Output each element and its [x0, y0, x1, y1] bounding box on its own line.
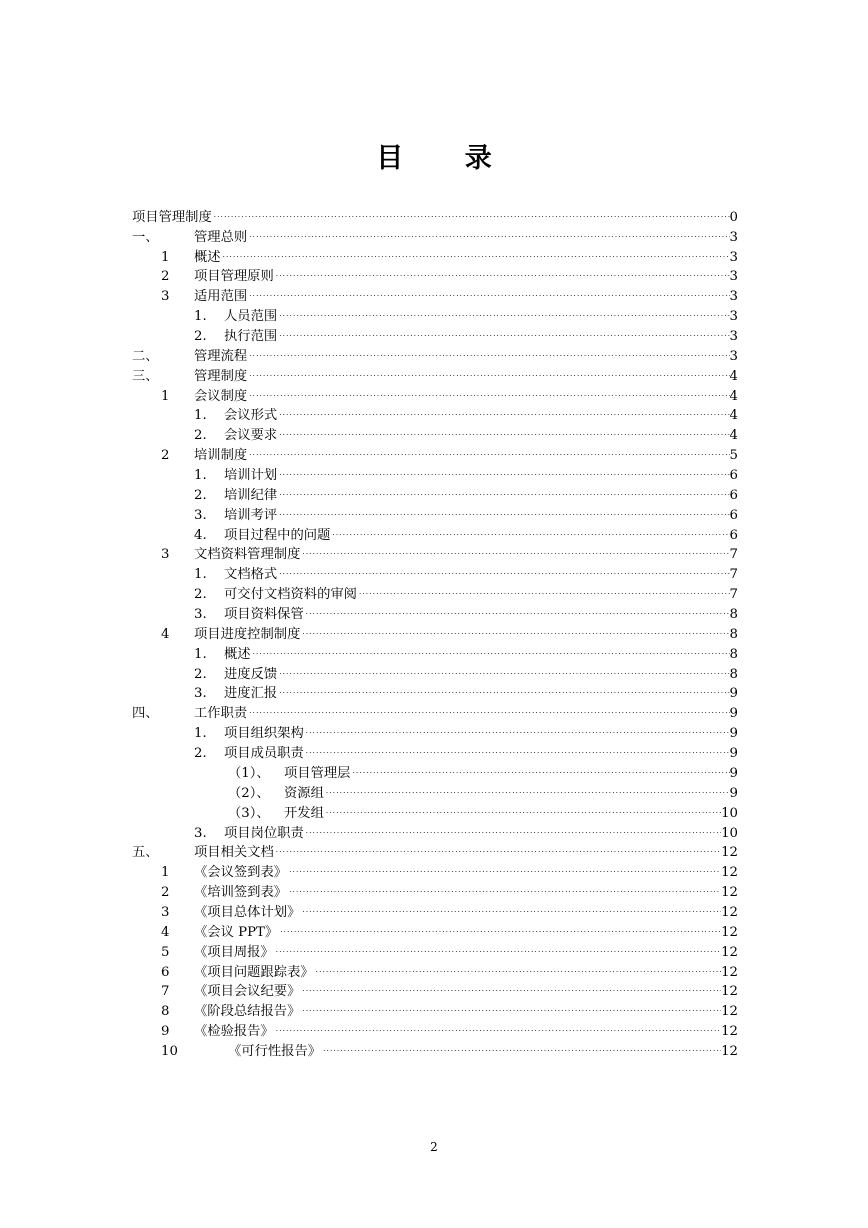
toc-leader-dots [278, 916, 721, 936]
toc-entry[interactable] [132, 598, 738, 623]
toc-entry-number: 2 [161, 269, 170, 285]
toc-entry[interactable] [132, 360, 738, 384]
toc-entry[interactable] [132, 658, 738, 682]
toc-entry-title: 《检验报告》 [194, 1024, 274, 1040]
toc-entry-title: 适用范围 [194, 289, 248, 305]
toc-entry-number: 三、 [132, 368, 159, 384]
toc-entry-number: 1 [161, 388, 170, 404]
toc-entry-title: 培训考评 [224, 507, 278, 523]
toc-entry-number: 3. [194, 686, 207, 702]
toc-entry-page: 6 [729, 527, 738, 543]
toc-leader-dots [247, 360, 729, 380]
toc-entry-page: 4 [729, 388, 738, 404]
toc-leader-dots [247, 280, 729, 300]
toc-entry-number: 1. [194, 646, 207, 662]
toc-entry[interactable] [132, 558, 738, 583]
toc-entry-title: 项目进度控制制度 [194, 626, 301, 642]
toc-entry-title: 项目资料保管 [224, 607, 304, 623]
toc-entry[interactable] [132, 241, 738, 265]
toc-entry-number: 1 [161, 865, 170, 881]
toc-entry-title: 培训纪律 [224, 487, 278, 503]
toc-entry[interactable] [132, 340, 738, 364]
toc-entry-page: 6 [729, 507, 738, 523]
toc-entry-page: 3 [729, 269, 738, 285]
toc-entry-number: 四、 [132, 706, 159, 722]
toc-entry[interactable] [132, 618, 738, 642]
toc-entry[interactable] [132, 380, 738, 404]
toc-leader-dots [212, 201, 730, 221]
toc-leader-dots [274, 936, 721, 956]
toc-entry-title: 项目成员职责 [224, 746, 304, 762]
toc-entry[interactable] [132, 578, 738, 603]
toc-entry-number: 3. [194, 507, 207, 523]
toc-leader-dots [330, 519, 729, 539]
toc-entry-title: 培训制度 [194, 448, 248, 464]
toc-entry-number: 3. [194, 825, 207, 841]
toc-entry-title: 项目管理原则 [194, 269, 274, 285]
toc-leader-dots [251, 638, 730, 658]
toc-entry-page: 12 [721, 865, 738, 881]
toc-leader-dots [274, 1015, 721, 1035]
toc-entry-page: 6 [729, 487, 738, 503]
toc-entry[interactable] [132, 400, 738, 424]
toc-entry[interactable] [132, 876, 738, 901]
toc-entry-title: 培训计划 [224, 468, 278, 484]
toc-entry-page: 12 [721, 1004, 738, 1020]
toc-entry-title: 管理制度 [194, 368, 248, 384]
toc-leader-dots [287, 876, 721, 896]
toc-entry-title: 项目过程中的问题 [224, 527, 331, 543]
toc-entry[interactable] [132, 261, 738, 285]
toc-leader-dots [247, 340, 729, 360]
toc-entry-page: 9 [729, 785, 738, 801]
toc-leader-dots [300, 976, 721, 996]
toc-entry-number: 2. [194, 329, 207, 345]
toc-entry[interactable] [132, 697, 738, 722]
toc-entry-title: 《可行性报告》 [228, 1043, 322, 1059]
toc-entry-number: 2. [194, 587, 207, 603]
toc-entry-title: 《会议 PPT》 [194, 924, 279, 940]
toc-entry-page: 12 [721, 1024, 738, 1040]
toc-leader-dots [300, 896, 721, 916]
toc-entry-number: （2）、 [228, 785, 270, 801]
toc-entry-title: 《会议签到表》 [194, 865, 288, 881]
toc-leader-dots [300, 539, 729, 559]
toc-entry-page: 8 [729, 626, 738, 642]
toc-leader-dots [350, 757, 729, 777]
toc-entry-page: 9 [729, 765, 738, 781]
toc-entry-number: 1. [194, 567, 207, 583]
toc-entry-page: 12 [721, 904, 738, 920]
toc-entry-number: 2. [194, 666, 207, 682]
toc-leader-dots [277, 459, 729, 479]
toc-entry-page: 3 [729, 229, 738, 245]
toc-entry[interactable] [132, 777, 738, 801]
toc-leader-dots [277, 479, 729, 499]
toc-entry-title: 《项目总体计划》 [194, 904, 301, 920]
toc-entry-number: 6 [161, 964, 170, 980]
toc-entry-number: 4 [161, 924, 170, 940]
toc-leader-dots [277, 400, 729, 420]
toc-entry[interactable] [132, 837, 738, 861]
toc-entry-title: 进度反馈 [224, 666, 278, 682]
toc-entry-number: 2. [194, 746, 207, 762]
toc-leader-dots [300, 618, 729, 638]
toc-entry-page: 10 [721, 825, 738, 841]
toc-leader-dots [304, 598, 730, 618]
toc-entry-number: 二、 [132, 348, 159, 364]
toc-entry[interactable] [132, 499, 738, 523]
toc-entry[interactable] [132, 956, 738, 980]
toc-entry[interactable] [132, 896, 738, 920]
toc-entry-number: 2. [194, 487, 207, 503]
toc-leader-dots [247, 380, 729, 400]
toc-entry-page: 3 [729, 249, 738, 265]
toc-entry[interactable] [132, 737, 738, 762]
toc-entry-title: 会议形式 [224, 408, 278, 424]
toc-entry-page: 12 [721, 845, 738, 861]
toc-entry-title: 开发组 [284, 805, 324, 821]
toc-entry-number: 1 [161, 249, 170, 265]
toc-leader-dots [277, 658, 729, 678]
toc-entry-title: 《项目会议纪要》 [194, 984, 301, 1000]
toc-entry[interactable] [132, 439, 738, 464]
toc-leader-dots [304, 717, 730, 737]
toc-entry-number: 2. [194, 428, 207, 444]
toc-entry-number: （1）、 [228, 765, 270, 781]
toc-entry-title: 《项目问题跟踪表》 [194, 964, 314, 980]
toc-entry-page: 12 [721, 964, 738, 980]
toc-entry[interactable] [132, 300, 738, 325]
toc-entry[interactable] [132, 419, 738, 444]
toc-entry-title: 《阶段总结报告》 [194, 1004, 301, 1020]
toc-entry[interactable] [132, 817, 738, 841]
toc-entry[interactable] [132, 976, 738, 1000]
toc-entry-title: 管理总则 [194, 229, 248, 245]
toc-entry[interactable] [132, 1015, 738, 1040]
toc-leader-dots [247, 697, 729, 717]
toc-leader-dots [277, 499, 729, 519]
toc-entry-page: 7 [729, 547, 738, 563]
toc-entry-page: 9 [729, 746, 738, 762]
toc-entry[interactable] [132, 201, 738, 225]
toc-leader-dots [324, 777, 730, 797]
page-title: 目 录 [376, 143, 518, 174]
toc-entry[interactable] [132, 519, 738, 543]
toc-entry[interactable] [132, 638, 738, 662]
toc-entry[interactable] [132, 280, 738, 305]
toc-leader-dots [247, 221, 729, 241]
toc-leader-dots [314, 956, 721, 976]
toc-entry-title: 可交付文档资料的审阅 [224, 587, 357, 603]
toc-entry-page: 8 [729, 607, 738, 623]
toc-leader-dots [304, 817, 721, 837]
toc-entry-number: 8 [161, 1004, 170, 1020]
toc-entry-number: 4 [161, 626, 170, 642]
toc-entry-title: 概述 [194, 249, 221, 265]
toc-entry-page: 6 [729, 468, 738, 484]
toc-entry-number: 7 [161, 984, 170, 1000]
toc-entry-number: 9 [161, 1024, 170, 1040]
toc-entry-number: 4. [194, 527, 207, 543]
toc-entry-page: 12 [721, 924, 738, 940]
toc-entry-number: 1. [194, 309, 207, 325]
toc-entry-number: 10 [161, 1043, 178, 1059]
toc-leader-dots [274, 261, 730, 281]
toc-entry-number: 一、 [132, 229, 159, 245]
toc-entry-title: 《培训签到表》 [194, 885, 288, 901]
toc-entry-page: 3 [729, 329, 738, 345]
toc-entry[interactable] [132, 995, 738, 1020]
toc-entry-number: 五、 [132, 845, 159, 861]
toc-entry-page: 0 [729, 209, 738, 225]
toc-entry[interactable] [132, 916, 738, 940]
toc-entry-page: 3 [729, 348, 738, 364]
toc-entry-title: 概述 [224, 646, 251, 662]
toc-entry[interactable] [132, 320, 738, 345]
toc-entry-page: 12 [721, 1043, 738, 1059]
toc-entry-number: 3 [161, 289, 170, 305]
toc-entry-page: 12 [721, 944, 738, 960]
toc-entry-page: 10 [721, 805, 738, 821]
toc-entry[interactable] [132, 479, 738, 503]
table-of-contents [132, 201, 738, 1059]
toc-entry-title: 资源组 [284, 785, 324, 801]
toc-entry-number: 3 [161, 904, 170, 920]
toc-entry-title: 项目岗位职责 [224, 825, 304, 841]
toc-entry-number: 1. [194, 726, 207, 742]
toc-entry-title: 《项目周报》 [194, 944, 274, 960]
toc-entry-title: 文档资料管理制度 [194, 547, 301, 563]
toc-entry[interactable] [132, 539, 738, 563]
toc-leader-dots [277, 320, 729, 340]
toc-entry-title: 执行范围 [224, 329, 278, 345]
toc-entry-page: 12 [721, 984, 738, 1000]
toc-entry-number: 2 [161, 448, 170, 464]
toc-entry[interactable] [132, 717, 738, 742]
toc-leader-dots [221, 241, 730, 261]
toc-entry-page: 9 [729, 706, 738, 722]
toc-entry-number: 3 [161, 547, 170, 563]
toc-entry-number: 1. [194, 408, 207, 424]
toc-entry[interactable] [132, 678, 738, 702]
toc-entry-number: 2 [161, 885, 170, 901]
toc-leader-dots [321, 1035, 721, 1055]
toc-entry-page: 3 [729, 309, 738, 325]
toc-entry-page: 9 [729, 686, 738, 702]
toc-entry-title: 管理流程 [194, 348, 248, 364]
toc-leader-dots [304, 737, 730, 757]
toc-leader-dots [277, 678, 729, 698]
toc-leader-dots [247, 439, 729, 459]
toc-entry-title: 工作职责 [194, 706, 248, 722]
toc-leader-dots [287, 856, 721, 876]
toc-entry-title: 项目相关文档 [194, 845, 274, 861]
toc-entry[interactable] [132, 1035, 738, 1059]
toc-leader-dots [277, 558, 729, 578]
toc-entry-page: 4 [729, 408, 738, 424]
toc-entry-number: 5 [161, 944, 170, 960]
toc-entry-page: 5 [729, 448, 738, 464]
toc-entry-page: 8 [729, 666, 738, 682]
toc-entry-title: 人员范围 [224, 309, 278, 325]
toc-entry-number: （3）、 [228, 805, 270, 821]
page-number: 2 [430, 1140, 438, 1154]
toc-entry[interactable] [132, 757, 738, 781]
toc-leader-dots [324, 797, 721, 817]
toc-leader-dots [274, 837, 721, 857]
toc-entry-number: 3. [194, 607, 207, 623]
toc-entry-number: 1. [194, 468, 207, 484]
toc-entry-page: 4 [729, 428, 738, 444]
toc-entry-page: 4 [729, 368, 738, 384]
toc-entry-page: 12 [721, 885, 738, 901]
toc-leader-dots [277, 300, 729, 320]
toc-leader-dots [300, 995, 721, 1015]
toc-entry-title: 会议要求 [224, 428, 278, 444]
toc-entry-title: 项目组织架构 [224, 726, 304, 742]
toc-entry[interactable] [132, 856, 738, 881]
toc-entry-page: 7 [729, 587, 738, 603]
toc-entry-page: 7 [729, 567, 738, 583]
toc-entry-title: 会议制度 [194, 388, 248, 404]
toc-entry-page: 8 [729, 646, 738, 662]
toc-entry[interactable] [132, 221, 738, 245]
toc-leader-dots [357, 578, 730, 598]
toc-entry-title: 项目管理制度 [132, 209, 212, 225]
toc-entry-page: 3 [729, 289, 738, 305]
toc-entry-title: 进度汇报 [224, 686, 278, 702]
toc-leader-dots [277, 419, 729, 439]
toc-entry-title: 文档格式 [224, 567, 278, 583]
toc-entry-page: 9 [729, 726, 738, 742]
toc-entry[interactable] [132, 936, 738, 960]
toc-entry-title: 项目管理层 [284, 765, 351, 781]
toc-entry[interactable] [132, 459, 738, 484]
toc-entry[interactable] [132, 797, 738, 821]
